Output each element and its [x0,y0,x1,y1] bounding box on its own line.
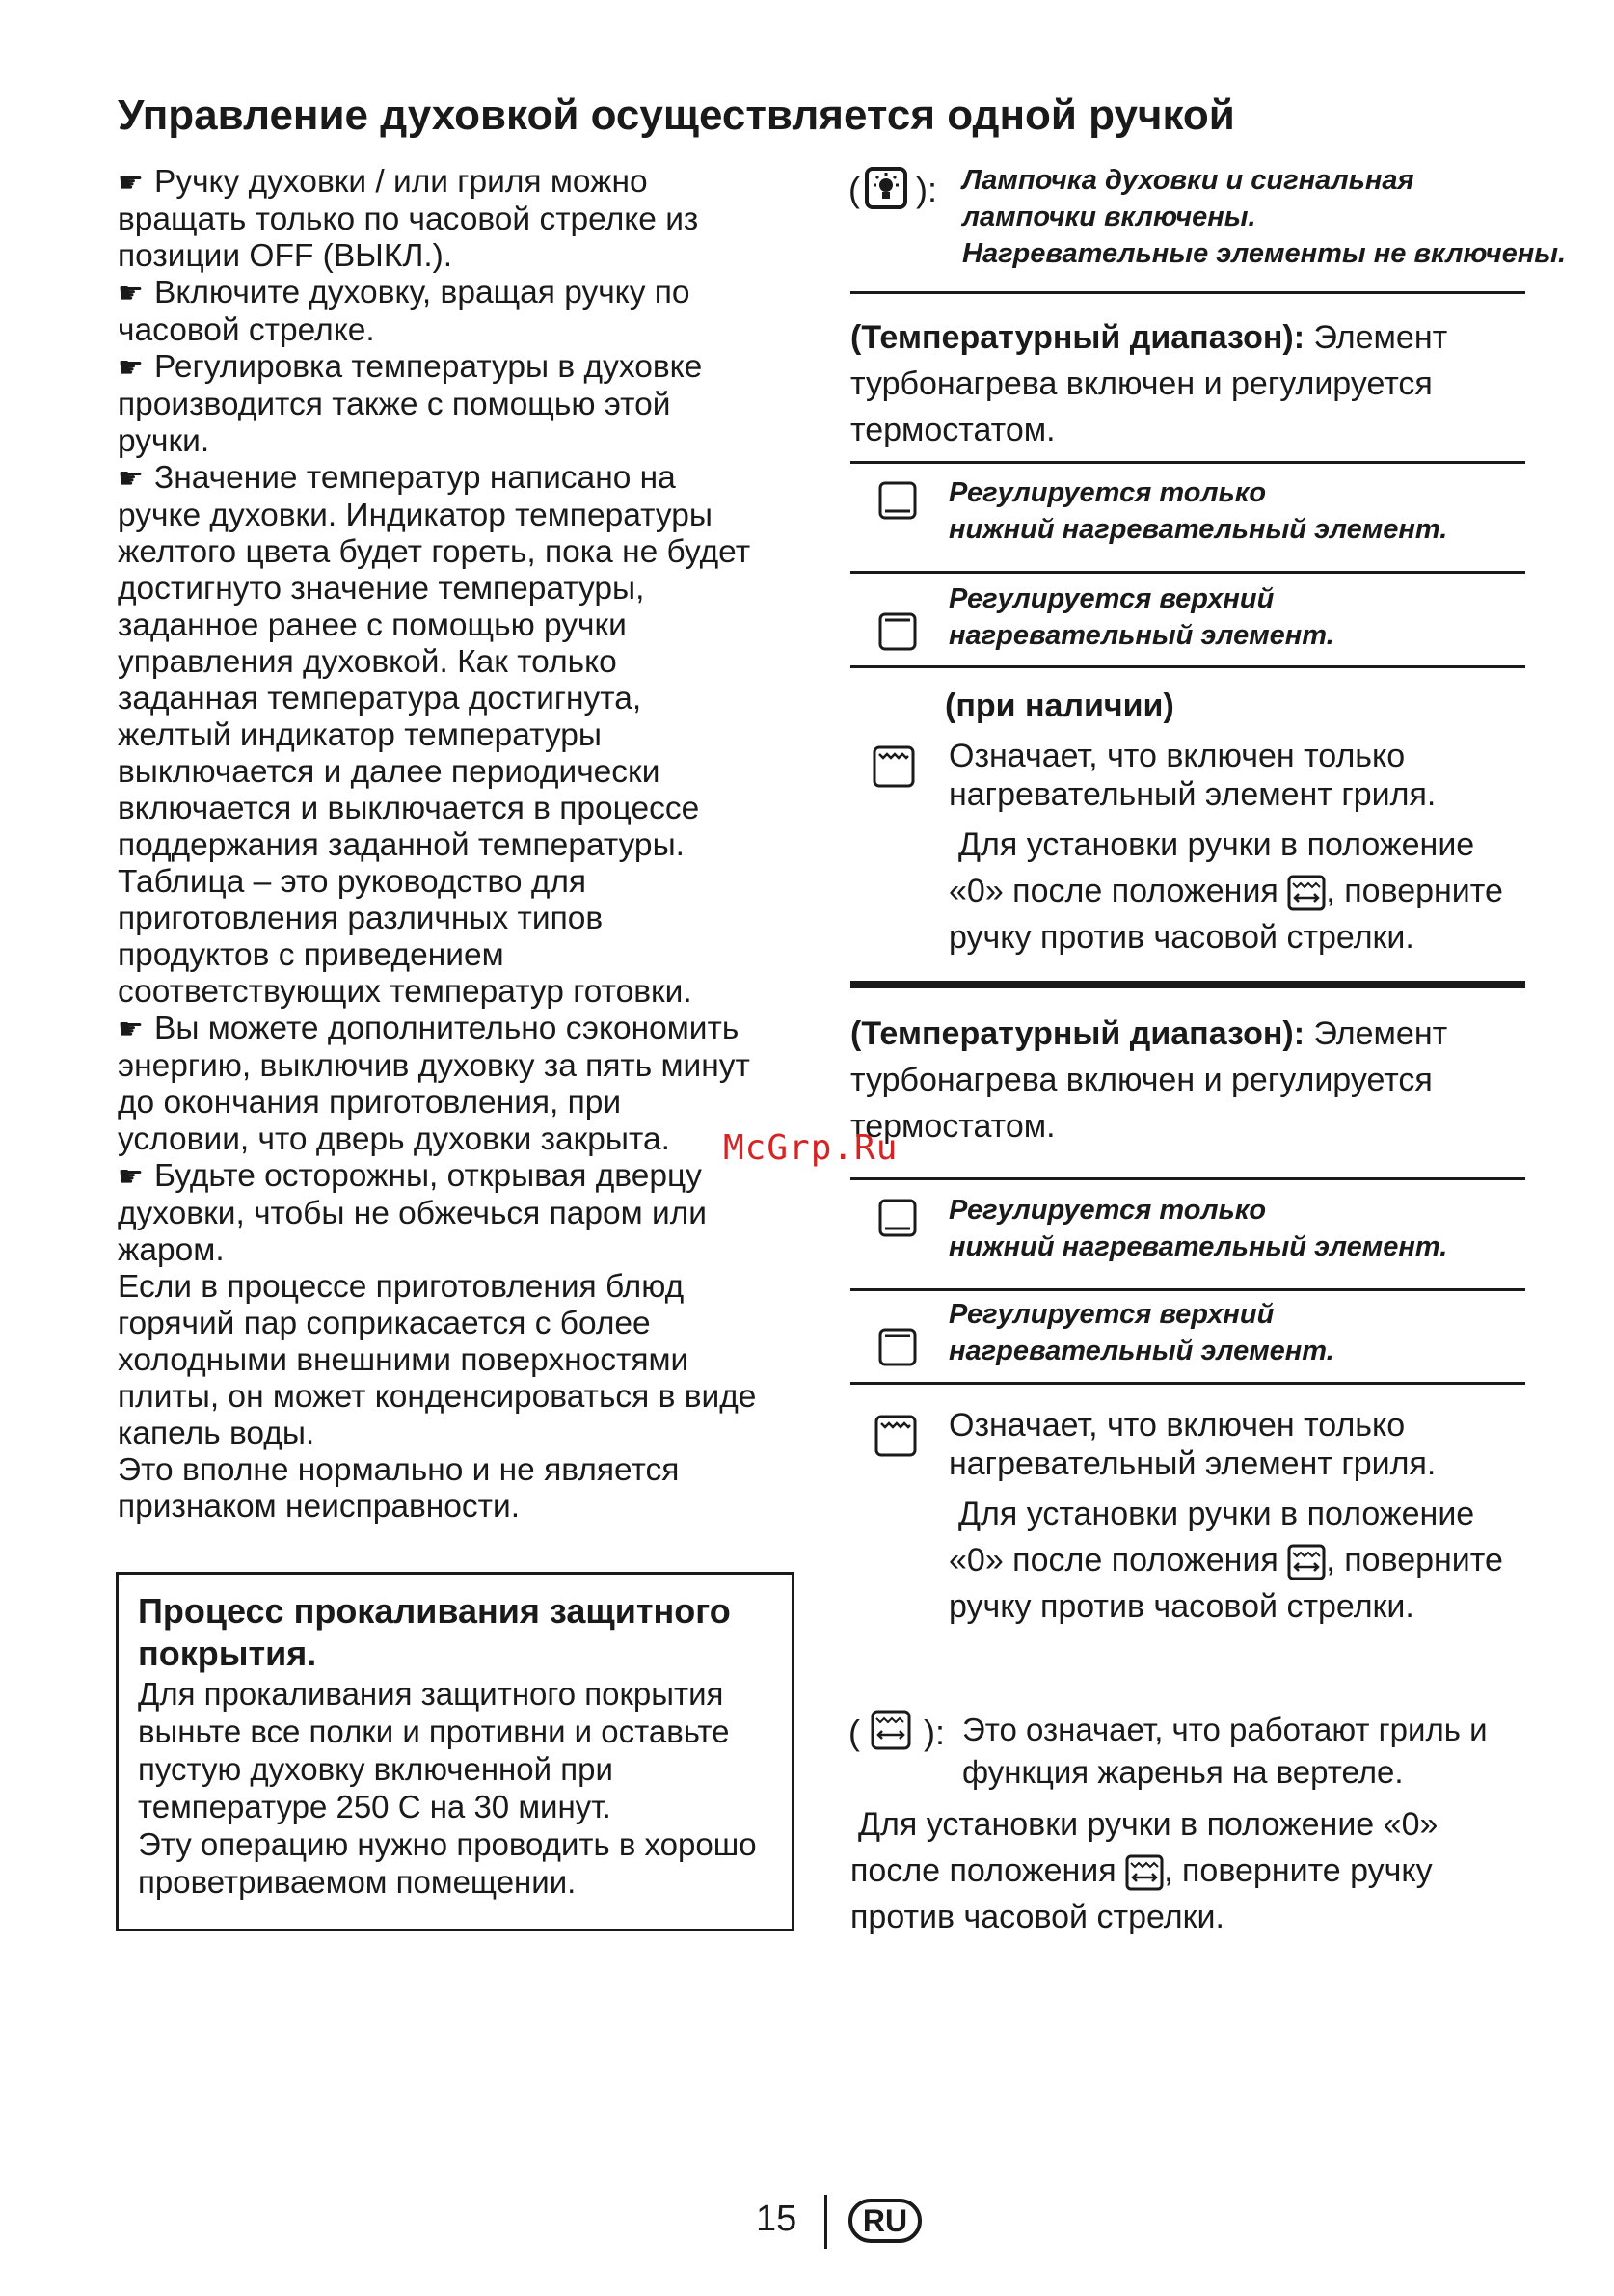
text-line: признаком неисправности. [118,1489,521,1525]
text-line: заданная температура достигнута, [118,681,642,716]
pointing-hand-icon: ☛ [118,1013,144,1045]
section1-knob-line3: ручку против часовой стрелки. [949,919,1414,956]
left-paragraph [118,1452,812,1526]
curing-process-box [116,1572,794,1931]
text-line: ☛ Вы можете дополнительно сэкономить [118,1011,740,1046]
lamp-icon [864,166,908,210]
left-paragraph [118,1011,812,1158]
rotisserie-description: Это означает, что работают гриль и функция жаренья на вертеле. [962,1712,1488,1790]
rotisserie-icon [1125,1854,1164,1891]
rotisserie-knob-line1: Для установки ручки в положение «0» [858,1806,1439,1843]
text-line: производится также с помощью этой [118,387,671,422]
section2-knob-line3: ручку против часовой стрелки. [949,1588,1414,1625]
left-paragraph [118,275,812,349]
text-line: горячий пар соприкасается с более [118,1306,651,1341]
left-paragraph [118,1269,812,1452]
page-title: Управление духовкой осуществляется одной ручкой [118,92,1235,139]
pointing-hand-icon: ☛ [118,352,144,384]
text-line: плиты, он может конденсироваться в виде [118,1379,757,1415]
divider [850,291,1525,294]
text-line: позиции OFF (ВЫКЛ.). [118,238,453,274]
rotisserie-knob-line2: после положения , поверните ручку [850,1848,1433,1894]
text-line: ручки. [118,423,210,459]
text-line: Это вполне нормально и не является [118,1452,680,1488]
rotisserie-icon [1287,1544,1326,1580]
curing-box-text: Для прокаливания защитного покрытия выньте все полки и противни и оставьте пустую духовку включенной при температуре 250 С на 30 минут. Эту операцию нужно проводить в хорошо проветриваемом помещении. [138,1676,757,1900]
divider [850,461,1525,464]
section1-knob-line1: Для установки ручки в положение [958,826,1475,863]
section2-top-heat-text: Регулируется верхний нагревательный элемент. [949,1299,1334,1366]
rotisserie-icon [1287,875,1326,911]
pointing-hand-icon: ☛ [118,1161,144,1193]
section2-knob-line2: «0» после положения , поверните [949,1537,1503,1583]
section2-heading: (Температурный диапазон): Элемент турбонагрева включен и регулируется термостатом. [850,1015,1448,1145]
left-paragraph [118,460,812,1011]
text-line: Таблица – это руководство для [118,864,587,900]
text-line: управления духовкой. Как только [118,644,617,680]
section1-bottom-heat-text: Регулируется только нижний нагревательный элемент. [949,477,1448,545]
pointing-hand-icon: ☛ [118,167,144,199]
pointing-hand-icon: ☛ [118,278,144,310]
divider [850,1177,1525,1180]
section1-grill-text: Означает, что включен только нагревательный элемент гриля. [949,738,1437,813]
text-line: вращать только по часовой стрелке из [118,202,699,237]
bottom-heat-icon [877,1198,918,1238]
section2-bottom-heat-text: Регулируется только нижний нагревательный элемент. [949,1195,1448,1262]
left-paragraph [118,349,812,460]
divider [850,1382,1525,1385]
optional-label: (при наличии) [945,688,1174,724]
text-line: соответствующих температур готовки. [118,974,692,1010]
text-line: ☛ Ручку духовки / или гриля можно [118,164,648,200]
text-line: заданное ранее с помощью ручки [118,608,627,643]
section2-knob-line1: Для установки ручки в положение [958,1496,1475,1532]
section2-grill-text: Означает, что включен только нагревательный элемент гриля. [949,1407,1437,1482]
section1-knob-line2: «0» после положения , поверните [949,868,1503,914]
text-line: холодными внешними поверхностями [118,1342,689,1378]
left-paragraph [118,164,812,275]
rotisserie-icon [870,1709,912,1751]
text-line: часовой стрелке. [118,312,375,348]
text-line: приготовления различных типов [118,901,604,936]
text-line: капель воды. [118,1416,315,1451]
text-line: Если в процессе приготовления блюд [118,1269,685,1305]
text-line: желтого цвета будет гореть, пока не будет [118,534,751,570]
left-column [118,164,812,1526]
footer-separator [824,2195,827,2249]
text-line: поддержания заданной температуры. [118,827,685,863]
pointing-hand-icon: ☛ [118,463,144,495]
top-heat-icon [877,1327,918,1367]
divider [850,665,1525,668]
grill-icon [872,744,916,789]
section1-top-heat-text: Регулируется верхний нагревательный элемент. [949,583,1334,651]
lamp-description: Лампочка духовки и сигнальная лампочки включены. Нагревательные элементы не включены. [962,165,1567,269]
divider [850,1288,1525,1291]
top-heat-icon [877,611,918,652]
lamp-paren-close: ): [916,170,937,209]
watermark: McGrp.Ru [723,1128,899,1168]
text-line: жаром. [118,1232,225,1268]
text-line: духовки, чтобы не обжечься паром или [118,1196,707,1231]
text-line: ☛ Значение температур написано на [118,460,676,496]
rotisserie-knob-line3: против часовой стрелки. [850,1899,1224,1935]
bottom-heat-icon [877,480,918,521]
language-badge: RU [848,2199,922,2243]
text-line: желтый индикатор температуры [118,717,602,753]
section1-heading: (Температурный диапазон): Элемент турбонагрева включен и регулируется термостатом. [850,319,1448,448]
curing-box-title: Процесс прокаливания защитного покрытия. [138,1591,731,1673]
thick-divider [850,981,1525,988]
divider [850,571,1525,574]
lamp-paren-open: ( [848,170,860,209]
text-line: включается и выключается в процессе [118,791,700,826]
text-line: достигнуто значение температуры, [118,571,645,607]
rotisserie-paren-open: ( [848,1713,860,1752]
text-line: условии, что дверь духовки закрыта. [118,1121,670,1157]
text-line: ☛ Включите духовку, вращая ручку по [118,275,690,311]
page-number: 15 [756,2199,797,2239]
text-line: энергию, выключив духовку за пять минут [118,1048,750,1084]
rotisserie-paren-close: ): [924,1713,945,1752]
grill-icon [874,1414,918,1458]
text-line: выключается и далее периодически [118,754,660,790]
text-line: до окончания приготовления, при [118,1085,622,1121]
left-paragraph [118,1158,812,1269]
text-line: ☛ Будьте осторожны, открывая дверцу [118,1158,702,1194]
text-line: ☛ Регулировка температуры в духовке [118,349,703,385]
text-line: ручке духовки. Индикатор температуры [118,498,713,533]
text-line: продуктов с приведением [118,937,504,973]
